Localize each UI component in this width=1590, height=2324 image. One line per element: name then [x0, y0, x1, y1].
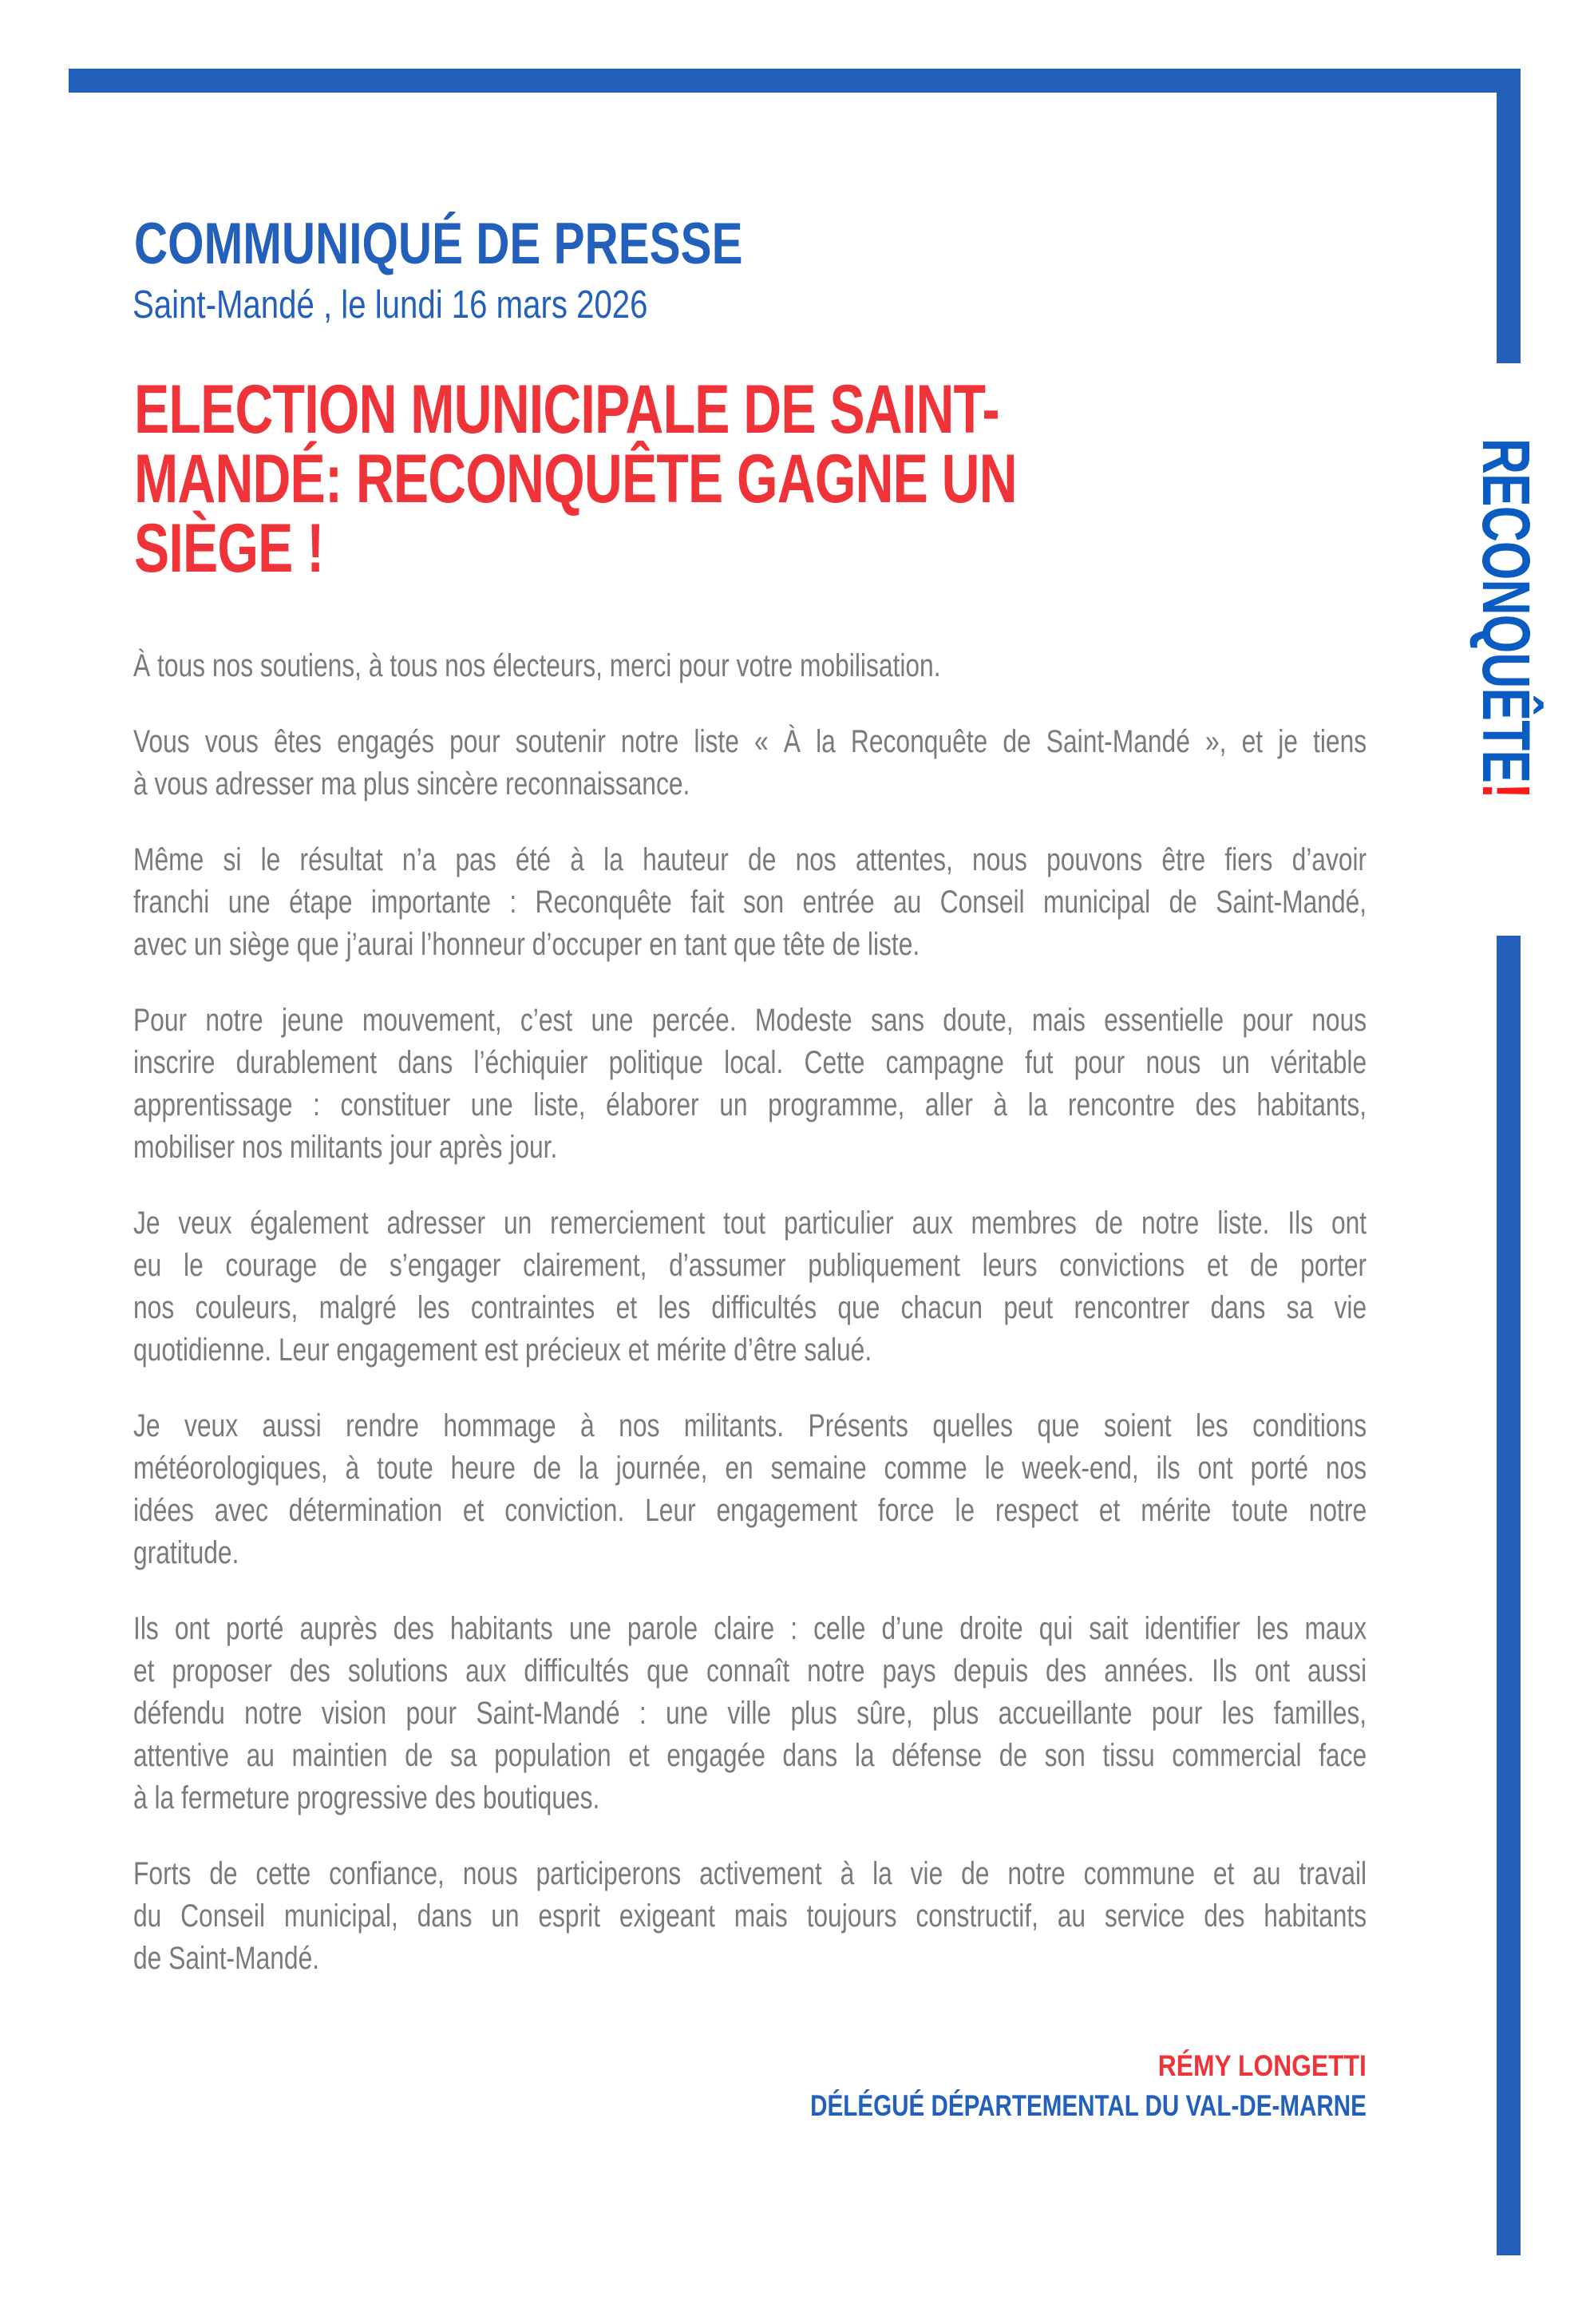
text-line: Ils ont porté auprès des habitants une parole claire : celle d’une droite qui sait identifier les maux [133, 1611, 1367, 1646]
text-line-wrap [133, 763, 1367, 806]
paragraph [133, 1000, 1367, 1169]
text-line-wrap [133, 721, 1367, 763]
reconquete-logo-icon [1469, 438, 1544, 854]
text-line-wrap [133, 1490, 1367, 1532]
text-line: quotidienne. Leur engagement est précieux et mérite d’être salué. [133, 1332, 872, 1368]
text-line: eu le courage de s’engager clairement, d’assumer publiquement leurs convictions et de porter [133, 1248, 1367, 1283]
logo-text: RECONQUÊTE [1469, 438, 1544, 783]
text-line: apprentissage : constituer une liste, élaborer un programme, aller à la rencontre des habitants, [133, 1087, 1367, 1122]
paragraph [133, 1608, 1367, 1819]
text-line: météorologiques, à toute heure de la journée, en semaine comme le week-end, ils ont porté nos [133, 1451, 1367, 1486]
text-line-wrap [133, 1405, 1367, 1447]
document-kicker: COMMUNIQUÉ DE PRESSE [134, 212, 743, 276]
text-line: Vous vous êtes engagés pour soutenir notre liste « À la Reconquête de Saint-Mandé », et je tiens [133, 724, 1367, 759]
text-line: et proposer des solutions aux difficultés que connaît notre pays depuis des années. Ils ont aussi [133, 1653, 1367, 1689]
text-line: défendu notre vision pour Saint-Mandé : une ville plus sûre, plus accueillante pour les familles, [133, 1696, 1367, 1731]
text-line-wrap [133, 1042, 1367, 1084]
text-line: Je veux aussi rendre hommage à nos militants. Présents quelles que soient les conditions [133, 1408, 1367, 1443]
text-line-wrap [133, 1608, 1367, 1650]
text-line: à vous adresser ma plus sincère reconnaissance. [133, 766, 690, 802]
text-line-wrap [133, 1735, 1367, 1777]
text-line-wrap [133, 1532, 1367, 1574]
text-line-wrap [133, 1245, 1367, 1287]
text-line: attentive au maintien de sa population et engagée dans la défense de son tissu commercial face [133, 1738, 1367, 1773]
text-line: de Saint-Mandé. [133, 1941, 320, 1976]
paragraph [133, 839, 1367, 966]
paragraph [133, 1405, 1367, 1574]
frame-top-bar [69, 69, 1521, 93]
logo-rotated [1469, 438, 1544, 854]
text-line-wrap [133, 1287, 1367, 1329]
text-line-wrap [133, 1202, 1367, 1245]
text-line: du Conseil municipal, dans un esprit exigeant mais toujours constructif, au service des habitants [133, 1898, 1367, 1934]
text-line-wrap [133, 1693, 1367, 1735]
paragraph [133, 645, 1367, 687]
text-line-wrap [133, 1084, 1367, 1126]
headline-line: ELECTION MUNICIPALE DE SAINT- [134, 371, 999, 448]
text-line-wrap [133, 1853, 1367, 1895]
text-line-wrap [133, 924, 1367, 966]
text-line: Forts de cette confiance, nous participerons activement à la vie de notre commune et au travail [133, 1856, 1367, 1891]
text-line: nos couleurs, malgré les contraintes et les difficultés que chacun peut rencontrer dans sa vie [133, 1290, 1367, 1325]
signatory-name: RÉMY LONGETTI [1157, 2049, 1367, 2082]
text-line: Pour notre jeune mouvement, c’est une percée. Modeste sans doute, mais essentielle pour nous [133, 1003, 1367, 1038]
text-line: idées avec détermination et conviction. Leur engagement force le respect et mérite toute notre [133, 1493, 1367, 1528]
text-line: Je veux également adresser un remerciement tout particulier aux membres de notre liste. Ils ont [133, 1206, 1367, 1241]
logo-wordmark [1469, 438, 1544, 799]
logo-exclamation: ! [1469, 782, 1544, 799]
text-line-wrap [133, 1447, 1367, 1490]
text-line: gratitude. [133, 1535, 239, 1570]
signature [671, 2046, 1367, 2126]
text-line-wrap [133, 1329, 1367, 1372]
text-line: À tous nos soutiens, à tous nos électeurs, merci pour votre mobilisation. [133, 648, 941, 683]
text-line: avec un siège que j’aurai l’honneur d’occuper en tant que tête de liste. [133, 927, 920, 962]
text-line: à la fermeture progressive des boutiques. [133, 1780, 600, 1815]
text-line-wrap [133, 1126, 1367, 1169]
text-line-wrap [133, 1895, 1367, 1938]
headline-line: MANDÉ: RECONQUÊTE GAGNE UN [134, 441, 1017, 517]
paragraph [133, 721, 1367, 806]
text-line-wrap [133, 881, 1367, 924]
headline-line: SIÈGE ! [134, 510, 324, 587]
text-line: Même si le résultat n’a pas été à la hauteur de nos attentes, nous pouvons être fiers d’avoir [133, 842, 1367, 877]
paragraph [133, 1853, 1367, 1980]
text-line-wrap [133, 1000, 1367, 1042]
signatory-role: DÉLÉGUÉ DÉPARTEMENTAL DU VAL-DE-MARNE [810, 2089, 1367, 2122]
headline [134, 371, 1280, 587]
text-line: franchi une étape importante : Reconquête fait son entrée au Conseil municipal de Saint-Mandé, [133, 885, 1367, 920]
text-line-wrap [133, 1938, 1367, 1980]
frame-right-bar-upper [1497, 69, 1521, 363]
text-line-wrap [133, 1777, 1367, 1819]
text-line: mobiliser nos militants jour après jour. [133, 1130, 558, 1165]
paragraph [133, 1202, 1367, 1372]
text-line: inscrire durablement dans l’échiquier politique local. Cette campagne fut pour nous un véritable [133, 1045, 1367, 1080]
dateline: Saint-Mandé , le lundi 16 mars 2026 [132, 283, 648, 327]
text-line-wrap [133, 839, 1367, 881]
text-line-wrap [133, 645, 1367, 687]
body-text [133, 645, 1367, 2013]
frame-right-bar-lower [1497, 936, 1521, 2255]
text-line-wrap [133, 1650, 1367, 1693]
